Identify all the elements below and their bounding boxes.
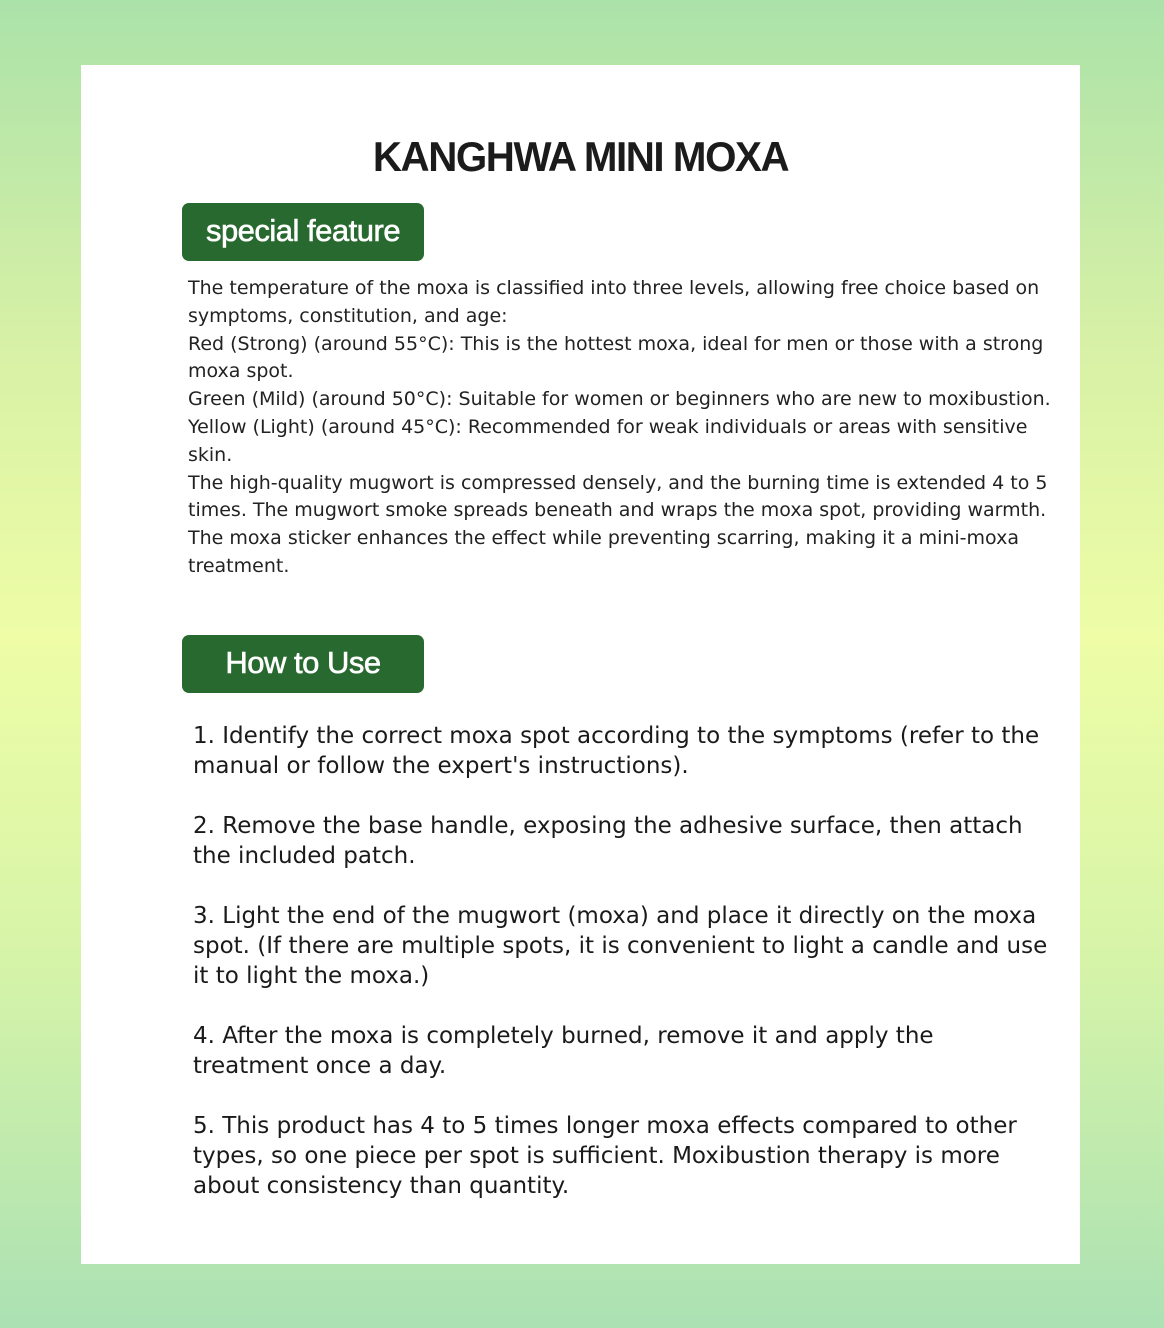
usage-steps-list <box>193 721 1053 1231</box>
page-title: KANGHWA MINI MOXA <box>372 133 789 180</box>
feature-red-level: Red (Strong) (around 55°C): This is the hottest moxa, ideal for men or those with a strong moxa spot. <box>188 332 1044 383</box>
usage-step: 3. Light the end of the mugwort (moxa) and place it directly on the moxa spot. (If there are multiple spots, it is convenient to light a candle and use it to light the moxa.) <box>193 903 1048 989</box>
content-panel <box>81 65 1080 1264</box>
usage-step: 2. Remove the base handle, exposing the adhesive surface, then attach the included patch. <box>193 813 1023 869</box>
feature-green-level: Green (Mild) (around 50°C): Suitable for women or beginners who are new to moxibustion. <box>188 388 1051 411</box>
feature-description <box>188 275 1068 581</box>
usage-step: 5. This product has 4 to 5 times longer moxa effects compared to other types, so one piece per spot is sufficient. Moxibustion therapy is more about consistency than quantity. <box>193 1113 1017 1199</box>
special-feature-badge: special feature <box>182 203 424 261</box>
feature-yellow-level: Yellow (Light) (around 45°C): Recommended for weak individuals or areas with sensitive skin. <box>188 415 1028 466</box>
how-to-use-badge: How to Use <box>182 635 424 693</box>
usage-step: 1. Identify the correct moxa spot according to the symptoms (refer to the manual or follow the expert's instructions). <box>193 723 1040 779</box>
feature-intro: The temperature of the moxa is classified into three levels, allowing free choice based on symptoms, constitution, and age: <box>188 277 1040 327</box>
feature-quality: The high-quality mugwort is compressed densely, and the burning time is extended 4 to 5 times. The mugwort smoke spreads beneath and wraps the moxa spot, providing warmth. The moxa sticker enhances the effect while preventing scarring, making it a mini-moxa treatment. <box>188 471 1048 577</box>
usage-step: 4. After the moxa is completely burned, remove it and apply the treatment once a day. <box>193 1023 934 1079</box>
